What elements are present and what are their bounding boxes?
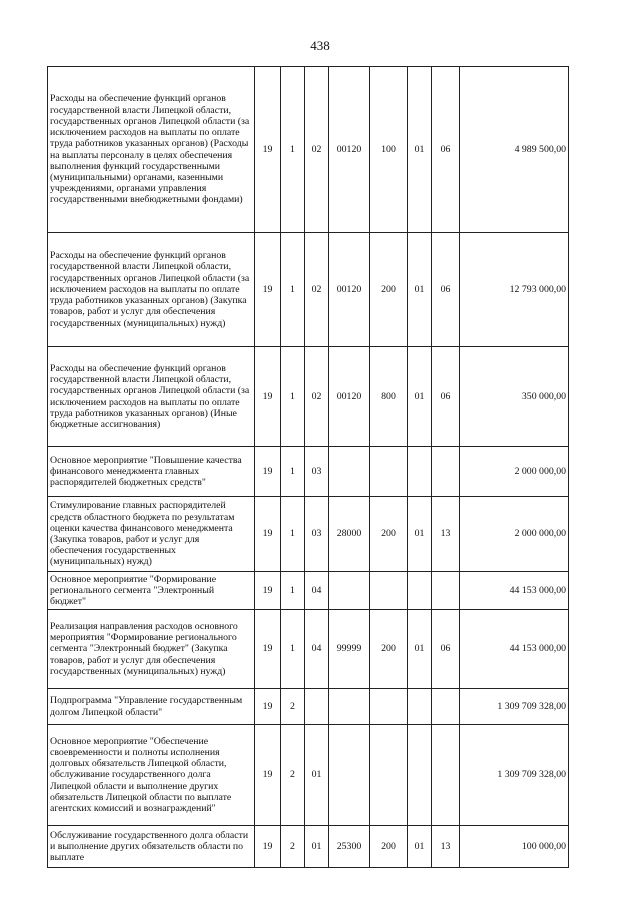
sum-cell: 350 000,00 [460,347,569,447]
sum-cell: 44 153 000,00 [460,572,569,610]
m-cell: 01 [305,826,329,868]
description-cell: Обслуживание государственного долга области и выполнение других обязательств области по выплате [48,826,255,868]
vr-cell [370,572,408,610]
m-cell [305,689,329,725]
target-cell: 00120 [329,67,370,233]
table-row [48,610,569,689]
pr-cell [432,725,460,826]
p-cell: 2 [281,689,305,725]
sum-cell: 12 793 000,00 [460,233,569,347]
pr-cell: 06 [432,67,460,233]
m-cell: 02 [305,347,329,447]
description-cell: Подпрограмма "Управление государственным долгом Липецкой области" [48,689,255,725]
gr-cell: 19 [255,725,281,826]
sum-cell: 44 153 000,00 [460,610,569,689]
table-body [48,67,569,868]
rz-cell [408,447,432,497]
table-row [48,572,569,610]
page-number: 438 [310,38,330,53]
table-row [48,725,569,826]
target-cell [329,689,370,725]
m-cell: 04 [305,572,329,610]
vr-cell: 200 [370,497,408,572]
sum-cell: 4 989 500,00 [460,67,569,233]
description-cell: Основное мероприятие "Формирование регионального сегмента "Электронный бюджет" [48,572,255,610]
gr-cell: 19 [255,826,281,868]
rz-cell [408,689,432,725]
pr-cell [432,689,460,725]
description-cell: Основное мероприятие "Повышение качества финансового менеджмента главных распорядителей бюджетных средств" [48,447,255,497]
budget-table [47,66,569,868]
rz-cell: 01 [408,826,432,868]
pr-cell: 13 [432,826,460,868]
m-cell: 01 [305,725,329,826]
pr-cell: 13 [432,497,460,572]
rz-cell [408,725,432,826]
vr-cell [370,447,408,497]
pr-cell [432,447,460,497]
description-cell: Основное мероприятие "Обеспечение своевременности и полноты исполнения долговых обязательств Липецкой области, обслуживание государственного долга Липецкой области и выполнение других обязательств Липецкой области по выплате агентских комиссий и вознаграждений" [48,725,255,826]
description-cell: Реализация направления расходов основного мероприятия "Формирование регионального сегмента "Электронный бюджет" (Закупка товаров, работ и услуг для обеспечения государственных (муниципальных) нужд) [48,610,255,689]
rz-cell: 01 [408,67,432,233]
table-row [48,347,569,447]
target-cell: 99999 [329,610,370,689]
vr-cell: 200 [370,610,408,689]
m-cell: 02 [305,233,329,347]
pr-cell: 06 [432,233,460,347]
sum-cell: 1 309 709 328,00 [460,725,569,826]
table-row [48,689,569,725]
vr-cell [370,689,408,725]
description-cell: Расходы на обеспечение функций органов государственной власти Липецкой области, государственных органов Липецкой области (за исключением расходов на выплаты по оплате труда работников указанных органов) (Закупка товаров, работ и услуг для обеспечения государственных (муниципальных) нужд) [48,233,255,347]
rz-cell: 01 [408,610,432,689]
rz-cell: 01 [408,233,432,347]
description-cell: Расходы на обеспечение функций органов государственной власти Липецкой области, государственных органов Липецкой области (за исключением расходов на выплаты по оплате труда работников указанных органов) (Расходы на выплаты персоналу в целях обеспечения выполнения функций государственными (муниципальными) органами, казенными учреждениями, органами управления государственными внебюджетными фондами) [48,67,255,233]
p-cell: 1 [281,347,305,447]
table-row [48,447,569,497]
vr-cell: 200 [370,233,408,347]
rz-cell [408,572,432,610]
p-cell: 1 [281,497,305,572]
gr-cell: 19 [255,572,281,610]
target-cell [329,447,370,497]
pr-cell [432,572,460,610]
table-row [48,233,569,347]
target-cell: 00120 [329,347,370,447]
table-row [48,826,569,868]
sum-cell: 100 000,00 [460,826,569,868]
target-cell [329,725,370,826]
gr-cell: 19 [255,347,281,447]
p-cell: 1 [281,610,305,689]
table-row [48,497,569,572]
gr-cell: 19 [255,497,281,572]
gr-cell: 19 [255,447,281,497]
p-cell: 1 [281,67,305,233]
gr-cell: 19 [255,610,281,689]
p-cell: 2 [281,725,305,826]
sum-cell: 2 000 000,00 [460,497,569,572]
target-cell: 25300 [329,826,370,868]
target-cell: 28000 [329,497,370,572]
p-cell: 2 [281,826,305,868]
pr-cell: 06 [432,347,460,447]
target-cell [329,572,370,610]
m-cell: 03 [305,497,329,572]
m-cell: 04 [305,610,329,689]
p-cell: 1 [281,572,305,610]
vr-cell: 800 [370,347,408,447]
m-cell: 03 [305,447,329,497]
p-cell: 1 [281,447,305,497]
gr-cell: 19 [255,233,281,347]
p-cell: 1 [281,233,305,347]
description-cell: Расходы на обеспечение функций органов государственной власти Липецкой области, государственных органов Липецкой области (за исключением расходов на выплаты по оплате труда работников указанных органов) (Иные бюджетные ассигнования) [48,347,255,447]
vr-cell: 200 [370,826,408,868]
rz-cell: 01 [408,347,432,447]
rz-cell: 01 [408,497,432,572]
gr-cell: 19 [255,67,281,233]
description-cell: Стимулирование главных распорядителей средств областного бюджета по результатам оценки качества финансового менеджмента (Закупка товаров, работ и услуг для обеспечения государственных (муниципальных) нужд) [48,497,255,572]
sum-cell: 1 309 709 328,00 [460,689,569,725]
gr-cell: 19 [255,689,281,725]
sum-cell: 2 000 000,00 [460,447,569,497]
target-cell: 00120 [329,233,370,347]
pr-cell: 06 [432,610,460,689]
table-row [48,67,569,233]
m-cell: 02 [305,67,329,233]
vr-cell [370,725,408,826]
vr-cell: 100 [370,67,408,233]
